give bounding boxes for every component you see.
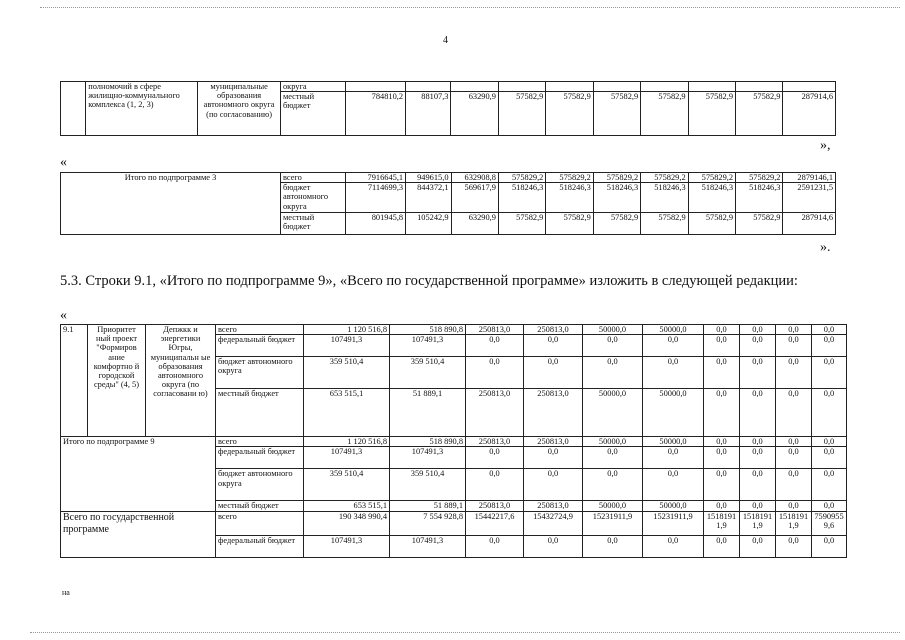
table-cell-value: 1 120 516,8	[304, 437, 390, 447]
table-cell-value: 0,0	[524, 447, 583, 469]
open-quote-1: «	[60, 155, 67, 170]
table-cell: бюджет автономного округа	[216, 469, 304, 501]
table-cell: местный бюджет	[216, 501, 304, 511]
table-cell-value: 0,0	[583, 469, 643, 501]
scan-top-edge	[40, 7, 900, 8]
table-cell-value: 518246,3	[546, 183, 593, 213]
table-cell-value: 359 510,4	[304, 357, 390, 389]
table-cell-value: 0,0	[643, 469, 704, 501]
close-quote-1: »,	[820, 138, 831, 153]
table-cell-value: 0,0	[583, 535, 643, 557]
table-cell-grand-total-title: Всего по государственной программе	[61, 511, 216, 557]
table-cell-activity: полномочий в сфере жилищно-коммунального комплекса (1, 2, 3)	[86, 82, 198, 136]
table-cell-value: 50000,0	[643, 437, 704, 447]
table-cell: округа	[280, 82, 345, 92]
table-cell-value: 359 510,4	[304, 469, 390, 501]
table-cell-value: 250813,0	[466, 437, 524, 447]
table-cell-value: 250813,0	[524, 325, 583, 335]
table-cell-value: 518246,3	[688, 183, 735, 213]
table-cell-value: 653 515,1	[304, 501, 390, 511]
table-cell	[498, 82, 545, 92]
table-cell-total-title: Итого по подпрограмме 9	[61, 437, 216, 511]
table-cell-value: 0,0	[776, 535, 812, 557]
table-cell-value: 518 890,8	[390, 437, 466, 447]
table-cell-value: 190 348 990,4	[304, 511, 390, 535]
table-cell-value: 844372,1	[406, 183, 451, 213]
close-quote-2: ».	[820, 240, 831, 255]
table-cell-value: 107491,3	[304, 447, 390, 469]
table-cell-value: 0,0	[776, 447, 812, 469]
page-number: 4	[443, 35, 448, 46]
table-cell-value: 250813,0	[466, 389, 524, 437]
table-cell-value: 518246,3	[498, 183, 545, 213]
table-cell-value: 0,0	[643, 447, 704, 469]
table-cell-value: 0,0	[704, 469, 740, 501]
table-cell-value: 57582,9	[736, 213, 783, 235]
table-cell-value: 15231911,9	[583, 511, 643, 535]
table-cell: местный бюджет	[280, 92, 345, 136]
table-cell-executor: Депжкк и энергетики Югры, муниципальн ые образования автономного округа (по согласовани ю)	[146, 325, 216, 437]
table-cell	[451, 82, 498, 92]
table-cell-value: 250813,0	[524, 437, 583, 447]
table-cell-value: 88107,3	[406, 92, 451, 136]
table-cell-value: 57582,9	[736, 92, 783, 136]
table-cell-value: 575829,2	[736, 173, 783, 183]
table-cell-value: 359 510,4	[390, 469, 466, 501]
table-cell-value: 0,0	[740, 389, 776, 437]
table-cell-value: 0,0	[740, 325, 776, 335]
table-cell-value: 2879146,1	[783, 173, 836, 183]
table-cell-value: 0,0	[524, 357, 583, 389]
table-cell: бюджет автономного округа	[216, 357, 304, 389]
table-cell-value: 0,0	[583, 447, 643, 469]
table-cell-value: 15442217,6	[466, 511, 524, 535]
table-cell-value: 0,0	[812, 357, 847, 389]
table-cell-value: 50000,0	[643, 389, 704, 437]
table-cell: федеральный бюджет	[216, 447, 304, 469]
table-cell-value: 63290,9	[451, 92, 498, 136]
table-cell-value: 57582,9	[498, 213, 545, 235]
table-cell-value: 1 120 516,8	[304, 325, 390, 335]
table-cell-value: 107491,3	[390, 335, 466, 357]
table-cell-value: 0,0	[704, 325, 740, 335]
table-cell-value: 57582,9	[546, 92, 593, 136]
table-cell: всего	[216, 511, 304, 535]
table-cell-value: 7590955 9,6	[812, 511, 847, 535]
table-cell-value: 0,0	[740, 469, 776, 501]
table-cell-value: 0,0	[740, 357, 776, 389]
table-cell: местный бюджет	[280, 213, 345, 235]
table-cell	[593, 82, 640, 92]
table-cell-value: 50000,0	[643, 501, 704, 511]
table-cell-value: 0,0	[776, 357, 812, 389]
table-cell-value: 0,0	[740, 501, 776, 511]
table-cell-value: 518246,3	[593, 183, 640, 213]
table-cell-value: 575829,2	[593, 173, 640, 183]
table-cell-value: 518 890,8	[390, 325, 466, 335]
table-cell-value: 57582,9	[546, 213, 593, 235]
table-cell-value: 0,0	[776, 469, 812, 501]
table-cell-value: 107491,3	[390, 447, 466, 469]
table-cell-value: 0,0	[643, 357, 704, 389]
table-cell-value: 0,0	[812, 437, 847, 447]
table-cell-value: 0,0	[740, 335, 776, 357]
table-cell-value: 0,0	[466, 447, 524, 469]
table-cell: всего	[216, 325, 304, 335]
table-cell-value: 50000,0	[583, 389, 643, 437]
table-cell-value: 0,0	[740, 535, 776, 557]
table-cell	[688, 82, 735, 92]
table-cell-value: 57582,9	[688, 213, 735, 235]
table-cell-value: 0,0	[740, 447, 776, 469]
table-cell-value: 632908,8	[451, 173, 498, 183]
table-cell-value: 575829,2	[688, 173, 735, 183]
table-cell-value: 0,0	[704, 357, 740, 389]
table-subprogram-3-row	[60, 81, 836, 136]
table-cell-value: 0,0	[740, 437, 776, 447]
table-cell: всего	[280, 173, 345, 183]
table-cell: всего	[216, 437, 304, 447]
table-cell-value: 250813,0	[524, 389, 583, 437]
table-cell-value: 50000,0	[583, 325, 643, 335]
table-cell-value: 518246,3	[641, 183, 688, 213]
table-cell-value: 57582,9	[641, 213, 688, 235]
table-cell: федеральный бюджет	[216, 535, 304, 557]
table-cell-value: 0,0	[812, 469, 847, 501]
section-heading: 5.3. Строки 9.1, «Итого по подпрограмме 9», «Всего по государственной программе» изложить в следующей редакции:	[60, 273, 798, 289]
table-cell-value: 359 510,4	[390, 357, 466, 389]
table-cell-value: 250813,0	[466, 325, 524, 335]
table-cell-value: 7916645,1	[345, 173, 406, 183]
table-cell-value: 0,0	[466, 469, 524, 501]
scan-bottom-edge	[30, 632, 900, 633]
table-cell-executor: муниципальные образования автономного округа (по согласованию)	[198, 82, 281, 136]
table-cell-value: 107491,3	[390, 535, 466, 557]
table-cell-value: 653 515,1	[304, 389, 390, 437]
table-cell	[406, 82, 451, 92]
table-cell-value: 0,0	[466, 535, 524, 557]
table-cell-value: 0,0	[524, 535, 583, 557]
table-cell-value: 575829,2	[641, 173, 688, 183]
table-cell-value: 51 889,1	[390, 501, 466, 511]
table-cell-value: 57582,9	[688, 92, 735, 136]
table-cell-value: 0,0	[812, 535, 847, 557]
table-cell-value: 250813,0	[466, 501, 524, 511]
table-cell-value: 1518191 1,9	[776, 511, 812, 535]
table-cell-value: 0,0	[704, 335, 740, 357]
table-cell-value: 1518191 1,9	[740, 511, 776, 535]
table-cell: бюджет автономного округа	[280, 183, 345, 213]
table-cell-value: 15432724,9	[524, 511, 583, 535]
table-cell: местный бюджет	[216, 389, 304, 437]
table-subprogram-9	[60, 324, 847, 558]
table-cell-value: 0,0	[776, 389, 812, 437]
table-cell-value: 107491,3	[304, 535, 390, 557]
table-cell-value: 50000,0	[583, 437, 643, 447]
table-cell-value: 0,0	[704, 447, 740, 469]
table-cell-value: 0,0	[812, 389, 847, 437]
table-cell-value: 784810,2	[345, 92, 406, 136]
table-cell-value: 0,0	[643, 535, 704, 557]
table-cell-value: 0,0	[524, 335, 583, 357]
table-cell-value: 801945,8	[345, 213, 406, 235]
table-cell	[345, 82, 406, 92]
table-cell-value: 0,0	[812, 447, 847, 469]
table-cell-value: 57582,9	[498, 92, 545, 136]
table-cell	[61, 82, 86, 136]
table-cell-value: 57582,9	[593, 213, 640, 235]
table-cell-value: 0,0	[466, 335, 524, 357]
table-cell-value: 1518191 1,9	[704, 511, 740, 535]
table-cell-value: 0,0	[583, 335, 643, 357]
table-cell-value: 0,0	[704, 389, 740, 437]
table-cell	[783, 82, 836, 92]
table-cell-value: 105242,9	[406, 213, 451, 235]
table-cell-value: 518246,3	[736, 183, 783, 213]
table-cell-value: 0,0	[776, 501, 812, 511]
table-cell-value: 51 889,1	[390, 389, 466, 437]
table-cell-value: 0,0	[812, 335, 847, 357]
table-cell-value: 287914,6	[783, 92, 836, 136]
table-cell-value: 0,0	[583, 357, 643, 389]
table-cell: федеральный бюджет	[216, 335, 304, 357]
table-cell-value: 0,0	[776, 335, 812, 357]
table-cell-value: 0,0	[524, 469, 583, 501]
table-cell	[546, 82, 593, 92]
table-cell-value: 0,0	[776, 325, 812, 335]
table-cell	[641, 82, 688, 92]
table-cell-value: 15231911,9	[643, 511, 704, 535]
table-cell-total-title: Итого по подпрограмме 3	[61, 173, 281, 235]
footer-text: на	[62, 588, 70, 597]
table-cell-value: 0,0	[776, 437, 812, 447]
table-cell-value: 2591231,5	[783, 183, 836, 213]
table-cell-value: 575829,2	[546, 173, 593, 183]
table-cell-row-number: 9.1	[61, 325, 88, 437]
table-cell-value: 949615,0	[406, 173, 451, 183]
table-cell-value: 7114699,3	[345, 183, 406, 213]
table-cell	[736, 82, 783, 92]
table-cell-value: 575829,2	[498, 173, 545, 183]
table-cell-value: 0,0	[466, 357, 524, 389]
table-cell-value: 287914,6	[783, 213, 836, 235]
table-cell-value: 0,0	[704, 437, 740, 447]
table-cell-value: 569617,9	[451, 183, 498, 213]
open-quote-2: «	[60, 308, 67, 323]
table-cell-value: 0,0	[812, 501, 847, 511]
table-cell-value: 107491,3	[304, 335, 390, 357]
table-cell-value: 57582,9	[641, 92, 688, 136]
table-cell-value: 57582,9	[593, 92, 640, 136]
table-subprogram-3-total	[60, 172, 836, 235]
table-cell-value: 63290,9	[451, 213, 498, 235]
table-cell-value: 0,0	[643, 335, 704, 357]
table-cell-value: 0,0	[704, 501, 740, 511]
table-cell-value: 250813,0	[524, 501, 583, 511]
table-cell-value: 50000,0	[643, 325, 704, 335]
table-cell-value: 7 554 928,8	[390, 511, 466, 535]
table-cell-value: 50000,0	[583, 501, 643, 511]
table-cell-value: 0,0	[812, 325, 847, 335]
table-cell-project: Приоритет ный проект "Формиров ание комфортно й городской среды" (4, 5)	[88, 325, 146, 437]
table-cell-value: 0,0	[704, 535, 740, 557]
